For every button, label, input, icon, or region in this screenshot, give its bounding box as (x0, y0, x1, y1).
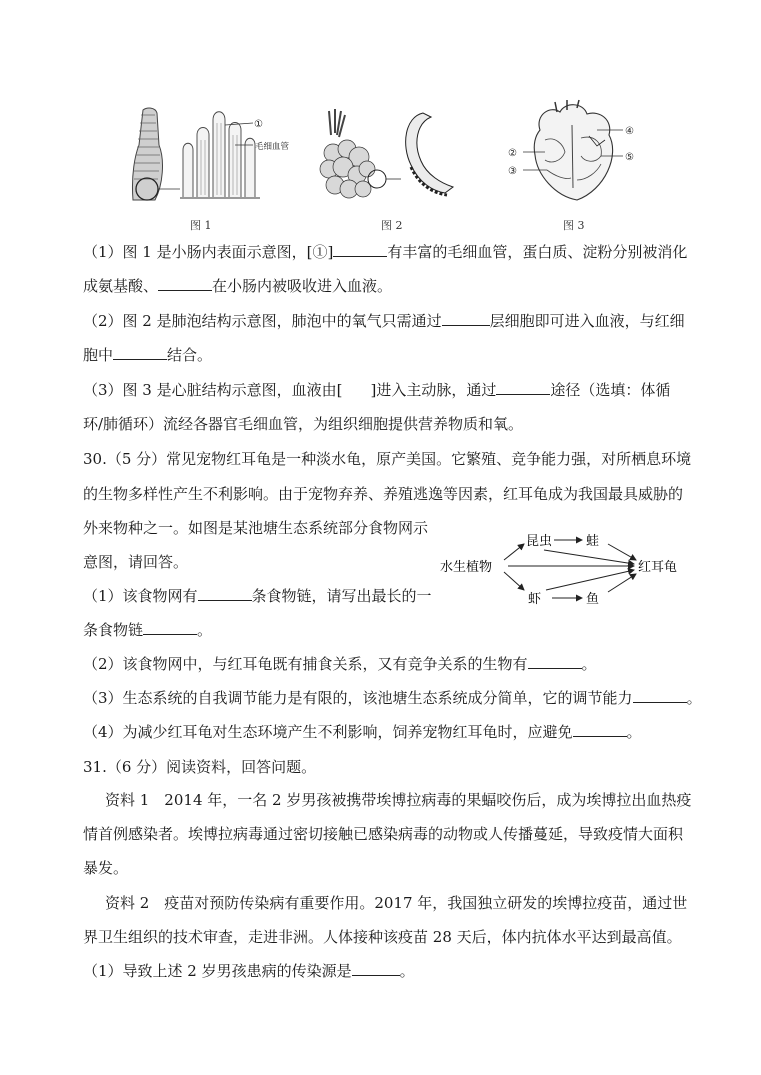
node-fish: 鱼 (586, 592, 600, 607)
answer-blank[interactable] (333, 242, 387, 257)
node-turtle: 红耳龟 (638, 560, 678, 575)
fig3-label-3: ③ (508, 166, 517, 177)
q30-sub3: （3）生态系统的自我调节能力是有限的，该池塘生态系统成分简单，它的调节能力 。 (83, 689, 702, 707)
food-web-diagram (438, 528, 688, 608)
node-shrimp: 虾 (528, 592, 542, 607)
answer-blank[interactable] (573, 722, 627, 737)
arrow-insect-turtle (544, 550, 634, 564)
arrow-plant-insect (504, 544, 524, 560)
q30-sub4: （4）为减少红耳龟对生态环境产生不利影响，饲养宠物红耳龟时，应避免 。 (83, 723, 642, 741)
figure-1-small-intestine (125, 105, 290, 205)
figure-2-caption: 图 2 (381, 219, 403, 232)
q30-intro-line2: 的生物多样性产生不利影响。由于宠物弃养、养殖逃逸等因素，红耳龟成为我国最具威胁的 (83, 485, 684, 503)
answer-blank[interactable] (158, 276, 212, 291)
answer-blank[interactable] (352, 961, 400, 976)
arrow-frog-turtle (608, 544, 636, 560)
figure-3-caption: 图 3 (563, 219, 585, 232)
q31-intro: 31.（6 分）阅读资料，回答问题。 (83, 758, 317, 776)
fig3-label-4: ④ (625, 126, 634, 137)
node-insect: 昆虫 (526, 534, 553, 549)
q31-material1-line2: 情首例感染者。埃博拉病毒通过密切接触已感染病毒的动物或人传播蔓延，导致疫情大面积 (83, 825, 684, 843)
q29-part3-line2: 环/肺循环）流经各器官毛细血管，为组织细胞提供营养物质和氧。 (83, 415, 524, 433)
fig1-label-capillary: 毛细血管 (255, 142, 290, 152)
q29-part1-line1: （1）图 1 是小肠内表面示意图，[①] 有丰富的毛细血管，蛋白质、淀粉分别被消化 (83, 243, 688, 261)
q31-material2-line1: 资料 2 疫苗对预防传染病有重要作用。2017 年，我国独立研发的埃博拉疫苗，通过世 (105, 894, 688, 912)
node-frog: 蛙 (586, 534, 600, 549)
node-plant: 水生植物 (440, 560, 493, 575)
q30-sub1-line2: 条食物链 。 (83, 621, 213, 639)
q29-part2-line2: 胞中 结合。 (83, 346, 213, 364)
q30-sub1-line1: （1）该食物网有 条食物链，请写出最长的一 (83, 587, 432, 605)
fig3-label-2: ② (508, 148, 517, 159)
fig1-label-1: ① (254, 119, 263, 130)
q29-part3-line1: （3）图 3 是心脏结构示意图，血液由[ ]进入主动脉，通过 途径（选填：体循 (83, 381, 671, 399)
q29-part1-line2: 成氨基酸、 在小肠内被吸收进入血液。 (83, 277, 393, 295)
figure-3-heart (505, 100, 655, 205)
q31-material1-line1: 资料 1 2014 年，一名 2 岁男孩被携带埃博拉病毒的果蝠咬伤后，成为埃博拉出血热疫 (105, 791, 692, 809)
q31-sub1: （1）导致上述 2 岁男孩患病的传染源是 。 (83, 962, 415, 980)
q30-intro-line4: 意图，请回答。 (83, 553, 189, 571)
q30-intro-line3: 外来物种之一。如图是某池塘生态系统部分食物网示 (83, 519, 429, 537)
answer-blank[interactable] (442, 311, 490, 326)
answer-blank[interactable] (198, 586, 252, 601)
q29-part2-line1: （2）图 2 是肺泡结构示意图，肺泡中的氧气只需通过 层细胞即可进入血液，与红细 (83, 312, 685, 330)
q30-sub2: （2）该食物网中，与红耳龟既有捕食关系，又有竞争关系的生物有 。 (83, 655, 597, 673)
q31-material2-line2: 界卫生组织的技术审查，走进非洲。人体接种该疫苗 28 天后，体内抗体水平达到最高值。 (83, 928, 682, 946)
figure-1-caption: 图 1 (190, 219, 212, 232)
answer-blank[interactable] (528, 654, 582, 669)
q30-intro-line1: 30.（5 分）常见宠物红耳龟是一种淡水龟，原产美国。它繁殖、竞争能力强，对所栖息环境 (83, 450, 692, 468)
answer-blank[interactable] (143, 620, 197, 635)
arrow-shrimp-turtle (546, 570, 634, 590)
q31-material1-line3: 暴发。 (83, 859, 129, 877)
arrow-plant-shrimp (504, 572, 524, 590)
answer-blank[interactable] (113, 345, 167, 360)
figure-2-alveoli (315, 105, 465, 205)
answer-blank[interactable] (496, 380, 550, 395)
answer-blank[interactable] (633, 688, 687, 703)
arrow-fish-turtle (608, 574, 636, 592)
figure-row (0, 95, 761, 235)
fig3-label-5: ⑤ (625, 152, 634, 163)
